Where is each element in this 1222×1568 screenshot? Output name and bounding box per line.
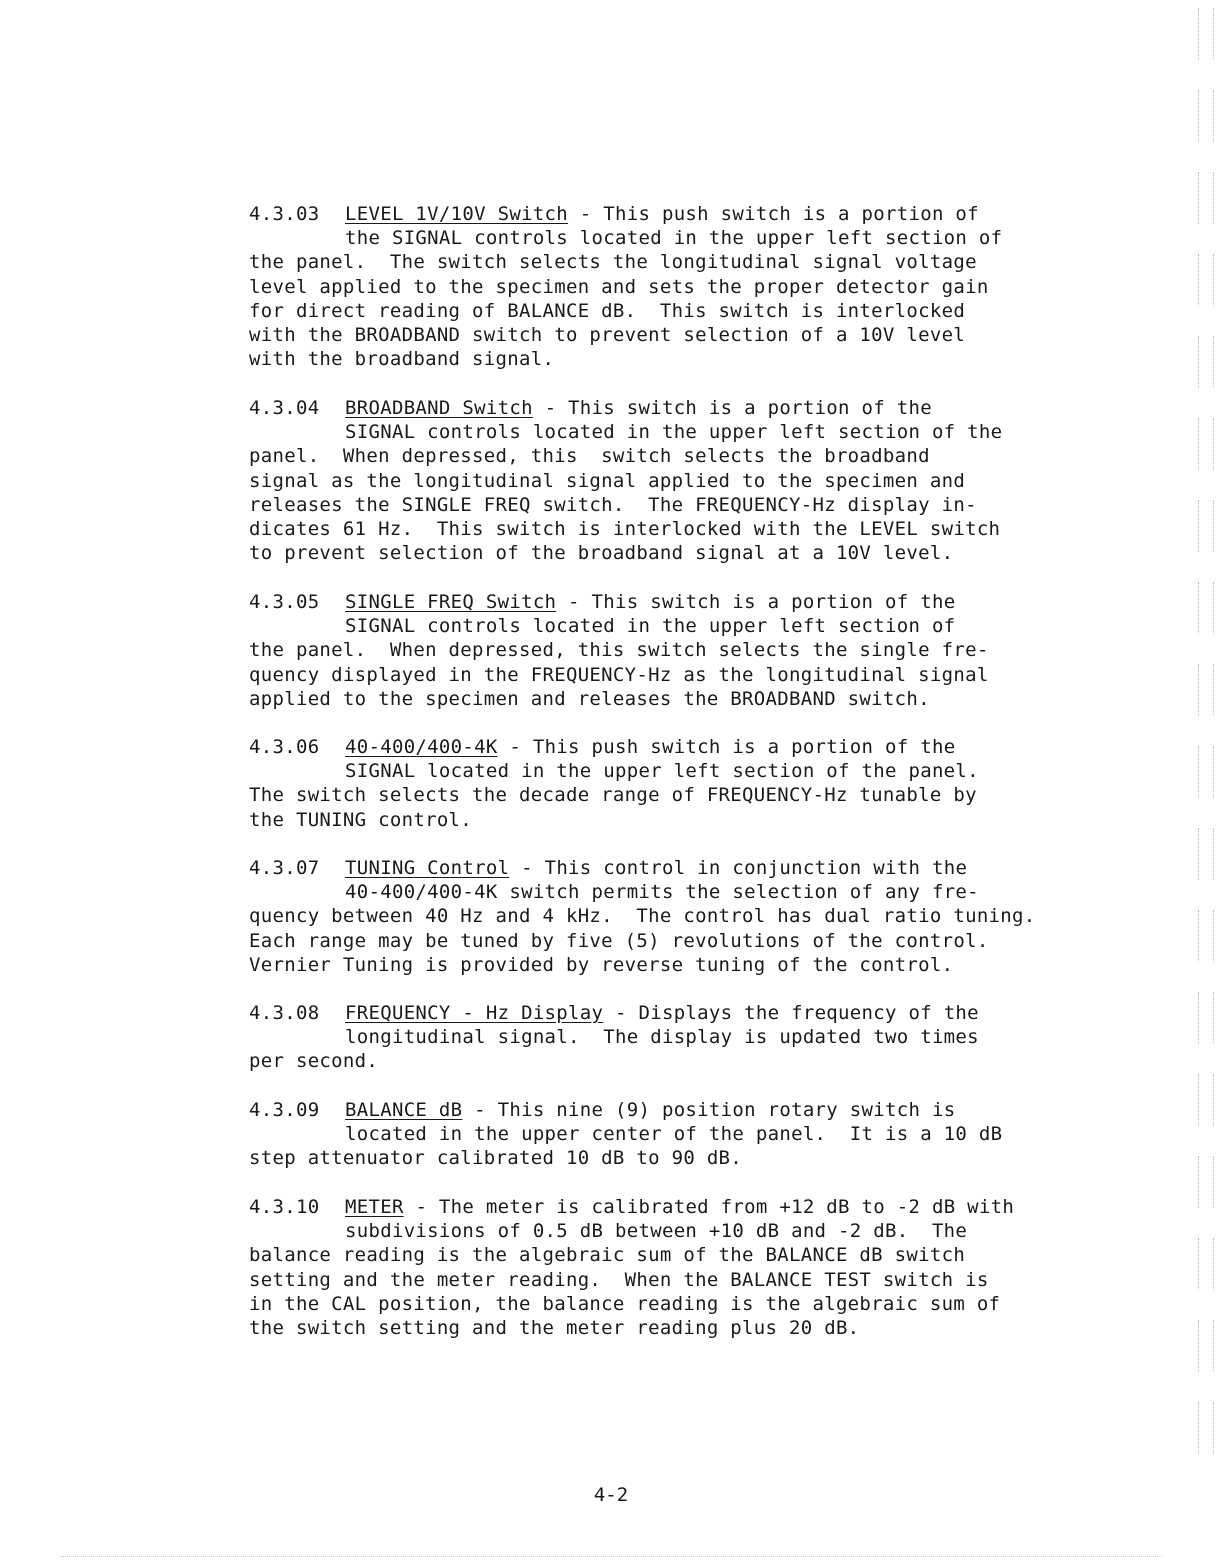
section-indented-line: SIGNAL controls located in the upper left section of: [345, 615, 956, 638]
section-title: TUNING Control: [345, 857, 510, 879]
edge-mark: [1198, 1074, 1214, 1126]
section-intro-text: - This push switch is a portion of: [568, 203, 979, 225]
section-number: 4.3.05: [249, 591, 320, 613]
section-intro-text: - Displays the frequency of the: [603, 1002, 979, 1024]
section-indented-line: subdivisions of 0.5 dB between +10 dB and -2 dB. The: [345, 1220, 968, 1243]
edge-mark: [1198, 910, 1214, 962]
edge-mark: [1198, 172, 1214, 224]
section-4-3-09: [249, 1098, 1069, 1171]
section-body-line: balance reading is the algebraic sum of the BALANCE dB switch: [249, 1244, 966, 1267]
section-body-line: quency between 40 Hz and 4 kHz. The control has dual ratio tuning.: [249, 905, 1036, 928]
section-body-line: releases the SINGLE FREQ switch. The FREQUENCY-Hz display in-: [249, 493, 977, 516]
edge-mark: [1198, 992, 1214, 1044]
edge-mark: [1198, 418, 1214, 470]
section-heading-line: [249, 396, 1069, 420]
edge-mark: [1198, 828, 1214, 880]
page-number: 4-2: [593, 1484, 629, 1506]
section-body-line: in the CAL position, the balance reading is the algebraic sum of: [249, 1292, 1001, 1315]
section-heading-line: [249, 202, 1069, 226]
section-number: 4.3.03: [249, 203, 320, 225]
section-title: LEVEL 1V/10V Switch: [345, 203, 569, 225]
section-number: 4.3.08: [249, 1002, 320, 1024]
section-body-line: Vernier Tuning is provided by reverse tuning of the control.: [249, 953, 954, 976]
section-intro-text: - This nine (9) position rotary switch is: [462, 1099, 956, 1121]
edge-mark: [1198, 582, 1214, 634]
section-body-line: with the BROADBAND switch to prevent selection of a 10V level: [249, 323, 966, 346]
section-body-line: the panel. The switch selects the longitudinal signal voltage: [249, 251, 977, 274]
section-4-3-07: [249, 856, 1069, 977]
section-body-line: the TUNING control.: [249, 808, 473, 831]
section-title: 40-400/400-4K: [345, 736, 498, 758]
section-body-line: dicates 61 Hz. This switch is interlocked with the LEVEL switch: [249, 517, 1001, 540]
section-body-line: level applied to the specimen and sets the proper detector gain: [249, 275, 989, 298]
section-number: 4.3.10: [249, 1196, 320, 1218]
section-body-line: Each range may be tuned by five (5) revolutions of the control.: [249, 929, 989, 952]
section-body-line: step attenuator calibrated 10 dB to 90 dB.: [249, 1147, 743, 1170]
section-heading-line: [249, 590, 1069, 614]
section-4-3-03: [249, 202, 1069, 371]
section-indented-line: SIGNAL located in the upper left section of the panel.: [345, 760, 979, 783]
section-4-3-10: [249, 1195, 1069, 1340]
section-indented-line: 40-400/400-4K switch permits the selection of any fre-: [345, 881, 979, 904]
section-heading-line: [249, 856, 1069, 880]
edge-mark: [1198, 254, 1214, 306]
section-intro-text: - This control in conjunction with the: [509, 857, 968, 879]
section-number: 4.3.07: [249, 857, 320, 879]
section-4-3-04: [249, 396, 1069, 565]
section-body-line: The switch selects the decade range of FREQUENCY-Hz tunable by: [249, 784, 977, 807]
section-body-line: quency displayed in the FREQUENCY-Hz as the longitudinal signal: [249, 663, 989, 686]
section-body-line: the switch setting and the meter reading plus 20 dB.: [249, 1316, 860, 1339]
section-title: BROADBAND Switch: [345, 397, 533, 419]
section-body-line: setting and the meter reading. When the BALANCE TEST switch is: [249, 1268, 989, 1291]
edge-mark: [1198, 1238, 1214, 1290]
edge-mark: [1198, 1402, 1214, 1454]
section-heading-line: [249, 1098, 1069, 1122]
section-indented-line: located in the upper center of the panel. It is a 10 dB: [345, 1123, 1003, 1146]
section-body-line: per second.: [249, 1050, 379, 1073]
bottom-edge-dots: [60, 1556, 1162, 1558]
edge-mark: [1198, 1156, 1214, 1208]
section-body-line: applied to the specimen and releases the BROADBAND switch.: [249, 687, 930, 710]
section-number: 4.3.09: [249, 1099, 320, 1121]
section-4-3-08: [249, 1001, 1069, 1074]
section-title: METER: [345, 1196, 404, 1218]
edge-mark: [1198, 336, 1214, 388]
section-body-line: panel. When depressed, this switch selects the broadband: [249, 445, 930, 468]
section-intro-text: - This push switch is a portion of the: [497, 736, 956, 758]
section-intro-text: - This switch is a portion of the: [556, 591, 956, 613]
section-number: 4.3.06: [249, 736, 320, 758]
section-title: BALANCE dB: [345, 1099, 463, 1121]
edge-mark: [1198, 8, 1214, 60]
section-indented-line: SIGNAL controls located in the upper left section of the: [345, 421, 1003, 444]
section-heading-line: [249, 735, 1069, 759]
edge-mark: [1198, 500, 1214, 552]
section-body-line: for direct reading of BALANCE dB. This switch is interlocked: [249, 299, 966, 322]
section-title: SINGLE FREQ Switch: [345, 591, 557, 613]
section-intro-text: - The meter is calibrated from +12 dB to -2 dB with: [403, 1196, 1015, 1218]
section-body-line: signal as the longitudinal signal applied to the specimen and: [249, 469, 966, 492]
section-body-line: the panel. When depressed, this switch selects the single fre-: [249, 639, 989, 662]
section-number: 4.3.04: [249, 397, 320, 419]
section-4-3-06: [249, 735, 1069, 832]
edge-mark: [1198, 1320, 1214, 1372]
section-heading-line: [249, 1001, 1069, 1025]
edge-binding-marks: [1194, 0, 1214, 1568]
section-heading-line: [249, 1195, 1069, 1219]
edge-mark: [1198, 746, 1214, 798]
section-intro-text: - This switch is a portion of the: [532, 397, 932, 419]
section-body-line: with the broadband signal.: [249, 348, 555, 371]
section-indented-line: the SIGNAL controls located in the upper left section of: [345, 227, 1003, 250]
edge-mark: [1198, 90, 1214, 142]
section-body-line: to prevent selection of the broadband signal at a 10V level.: [249, 542, 954, 565]
edge-mark: [1198, 664, 1214, 716]
section-4-3-05: [249, 590, 1069, 711]
section-indented-line: longitudinal signal. The display is updated two times: [345, 1026, 979, 1049]
section-title: FREQUENCY - Hz Display: [345, 1002, 604, 1024]
